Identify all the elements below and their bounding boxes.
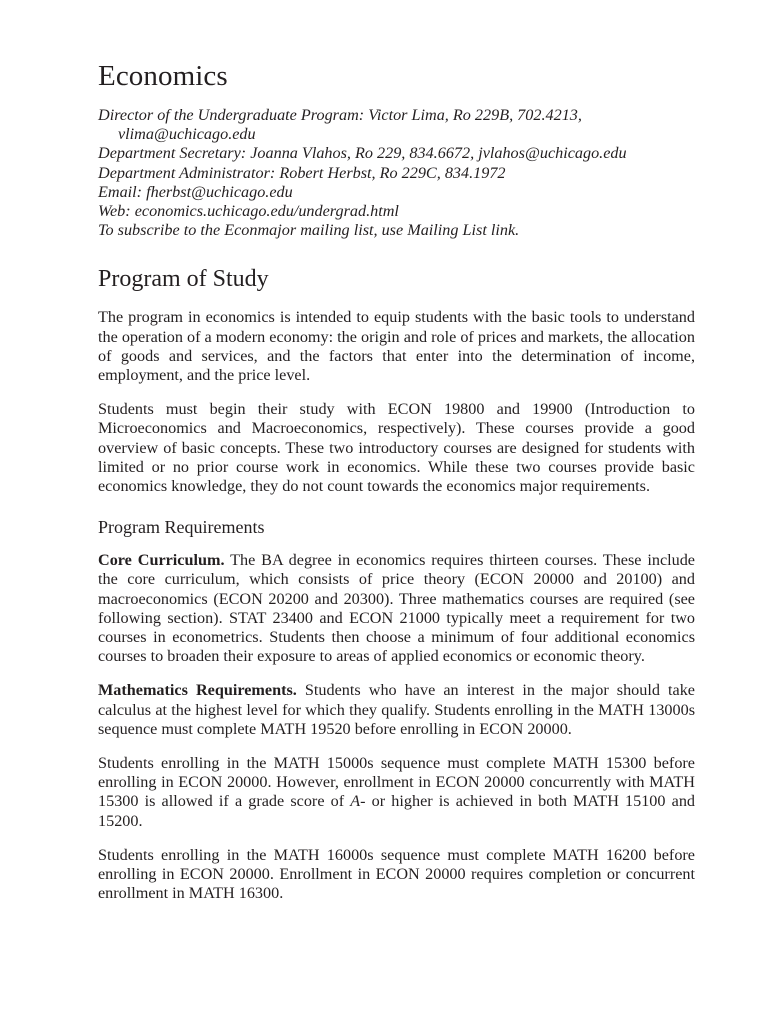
math-15000s-paragraph: [98, 754, 695, 831]
mathematics-requirements-lead: Mathematics Requirements.: [98, 681, 297, 700]
contact-mailing-list: To subscribe to the Econmajor mailing list, use Mailing List link.: [98, 221, 520, 240]
mathematics-requirements-text: Students who have an interest in the major should take calculus at the highest level for which they qualify. Students enrolling in the MATH 13000s sequence must complete MATH 19520 before enrolling in ECON 20000.: [98, 681, 695, 738]
contact-director: Director of the Undergraduate Program: Victor Lima, Ro 229B, 702.4213,: [98, 106, 582, 124]
contact-administrator: Department Administrator: Robert Herbst, Ro 229C, 834.1972: [98, 163, 506, 182]
program-requirements-heading: Program Requirements: [98, 517, 265, 538]
grade-score: A-: [350, 792, 366, 811]
core-curriculum-paragraph: [98, 551, 695, 666]
contact-web: Web: economics.uchicago.edu/undergrad.html: [98, 202, 399, 221]
core-curriculum-text: The BA degree in economics requires thirteen courses. These include the core curriculum, which consists of price theory (ECON 20000 and 20100) and macroeconomics (ECON 20200 and 20300). Three mathematics courses are required (see following section). STAT 23400 and ECON 21000 typically meet a requirement for two courses in econometrics. Students then choose a minimum of four additional economics courses to broaden their exposure to areas of applied economics or economic theory.: [98, 551, 695, 666]
contact-director-email: vlima@uchicago.edu: [118, 125, 256, 144]
math-15000s-text-post: or higher is achieved in both MATH 15100 and 15200.: [98, 792, 696, 830]
introductory-courses-paragraph: Students must begin their study with ECON 19800 and 19900 (Introduction to Microeconomics and Macroeconomics, respectively). These courses provide a good overview of basic concepts. These two introductory courses are designed for students with limited or no prior course work in economics. While these two courses provide basic economics knowledge, they do not count towards the economics major requirements.: [98, 400, 695, 496]
math-15000s-text-pre: Students enrolling in the MATH 15000s sequence must complete MATH 15300 before enrolling in ECON 20000. However, enrollment in ECON 20000 concurrently with MATH 15300 is allowed if a grade score of: [98, 754, 695, 811]
contact-block: [98, 106, 695, 240]
contact-secretary: Department Secretary: Joanna Vlahos, Ro 229, 834.6672, jvlahos@uchicago.edu: [98, 144, 627, 163]
page-title: Economics: [98, 60, 228, 92]
program-of-study-heading: Program of Study: [98, 266, 269, 293]
intro-paragraph: The program in economics is intended to equip students with the basic tools to understand the operation of a modern economy: the origin and role of prices and markets, the allocation of goods and services, and the factors that enter into the determination of income, employment, and the price level.: [98, 308, 695, 385]
document-page: [98, 58, 695, 919]
core-curriculum-lead: Core Curriculum.: [98, 551, 225, 570]
mathematics-requirements-paragraph: [98, 681, 695, 739]
math-16000s-paragraph: Students enrolling in the MATH 16000s sequence must complete MATH 16200 before enrolling in ECON 20000. Enrollment in ECON 20000 requires completion or concurrent enrollment in MATH 16300.: [98, 845, 695, 903]
contact-email: Email: fherbst@uchicago.edu: [98, 182, 293, 201]
